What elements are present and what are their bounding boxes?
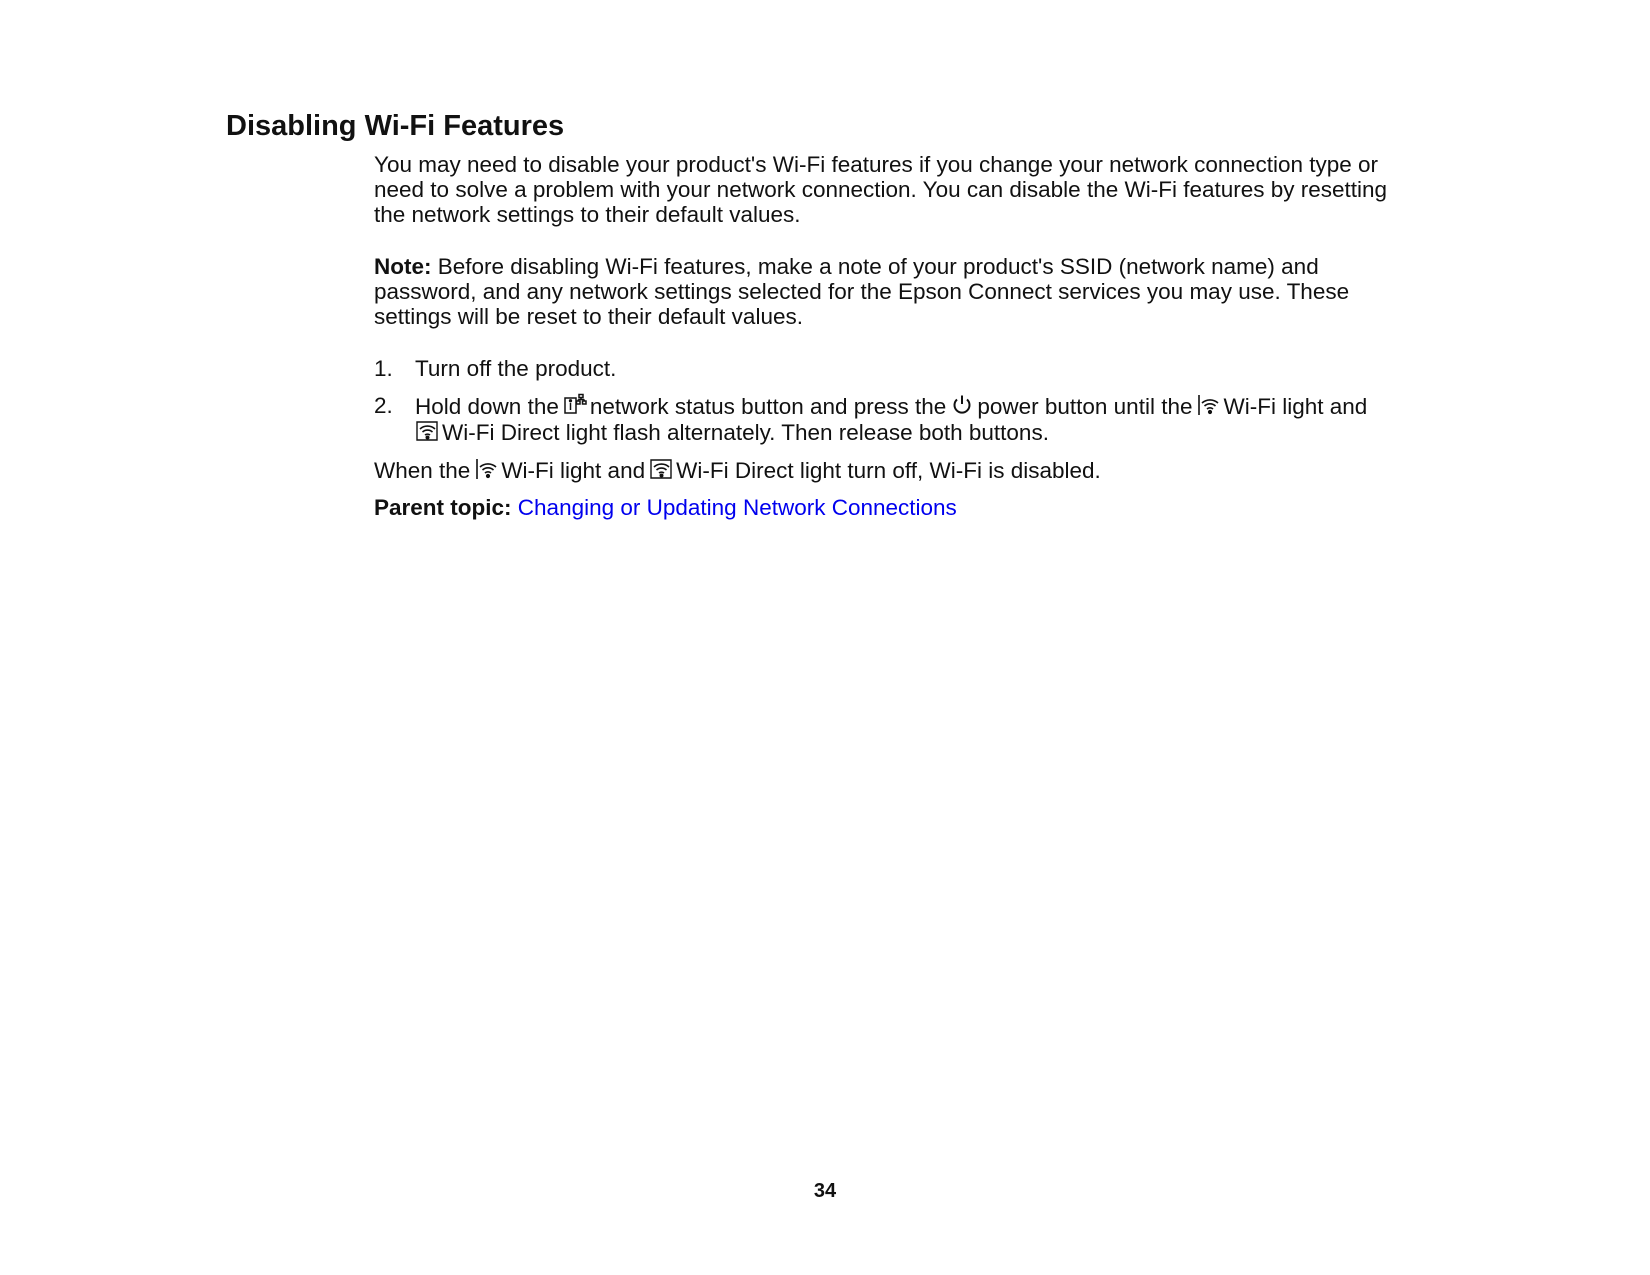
step-item: [374, 356, 1414, 381]
step-text-part: network status button and press the: [589, 394, 947, 419]
step-number: 1.: [374, 356, 393, 381]
step-item: [374, 393, 1414, 445]
step-number: 2.: [374, 393, 393, 418]
note-paragraph: [374, 254, 1414, 329]
result-text-part: When the: [374, 458, 471, 483]
parent-topic-label: Parent topic:: [374, 495, 512, 520]
intro-paragraph: You may need to disable your product's Wi-Fi features if you change your network connection type or need to solve a problem with your network connection. You can disable the Wi-Fi features by resetting the network settings to their default values.: [374, 152, 1388, 227]
note-text: Before disabling Wi-Fi features, make a note of your product's SSID (network name) and password, and any network settings selected for the Epson Connect services you may use. These settings will be reset to their default values.: [374, 254, 1350, 329]
parent-topic-link[interactable]: Changing or Updating Network Connections: [517, 495, 957, 520]
page-number: 34: [813, 1180, 837, 1202]
step-text-part: Hold down the: [415, 394, 559, 419]
steps-list: [374, 356, 1414, 445]
note-label: Note:: [374, 254, 432, 279]
wifi-direct-icon: [649, 457, 673, 481]
wifi-direct-icon: [415, 419, 439, 443]
step-text-part: Wi-Fi light and: [1223, 394, 1368, 419]
step-text: Turn off the product.: [415, 356, 617, 381]
result-text-part: Wi-Fi light and: [501, 458, 646, 483]
result-paragraph: [374, 457, 1414, 483]
wifi-icon: [1196, 393, 1220, 417]
parent-topic: [374, 495, 1414, 520]
page-content: [374, 152, 1414, 520]
step-text-part: Wi-Fi Direct light flash alternately. Then release both buttons.: [442, 420, 1049, 445]
step-text-part: power button until the: [977, 394, 1193, 419]
wifi-icon: [474, 457, 498, 481]
power-icon: [950, 393, 974, 417]
result-text-part: Wi-Fi Direct light turn off, Wi-Fi is disabled.: [676, 458, 1101, 483]
network-status-icon: [563, 393, 587, 417]
page-title: Disabling Wi-Fi Features: [226, 110, 565, 142]
